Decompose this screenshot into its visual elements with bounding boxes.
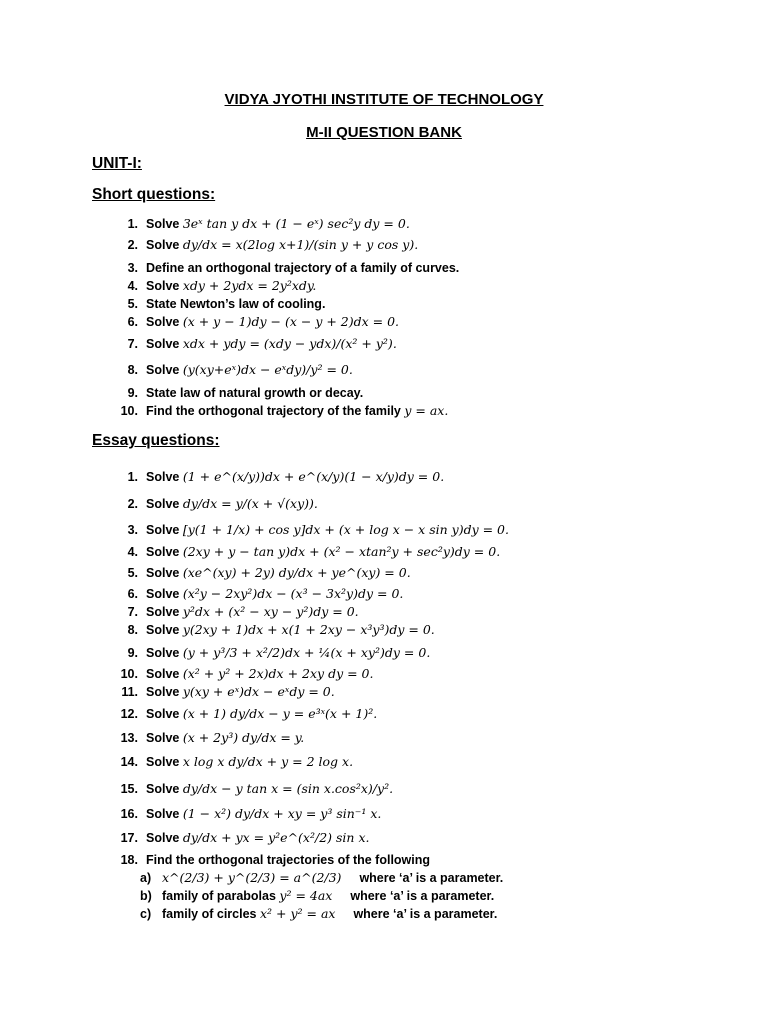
question-bank-title: M-II QUESTION BANK [306, 124, 462, 141]
list-item: 4. Solve xdy + 2ydx = 2y²xdy. [127, 278, 317, 293]
list-item: 9. Solve (y + y³/3 + x²/2)dx + ¼(x + xy²)dy = 0. [127, 645, 431, 660]
institute-title: VIDYA JYOTHI INSTITUTE OF TECHNOLOGY [224, 91, 544, 108]
list-item: 6. Solve (x + y − 1)dy − (x − y + 2)dx = 0. [127, 314, 400, 329]
list-item: 2. Solve dy/dx = x(2log x+1)/(sin y + y cos y). [127, 237, 419, 252]
list-item: 14. Solve x log x dy/dx + y = 2 log x. [120, 754, 354, 769]
unit-heading: UNIT-I: [92, 155, 142, 172]
list-item: c) family of circles x² + y² = ax where ‘a’ is a parameter. [140, 906, 498, 921]
list-item: 7. Solve y²dx + (x² − xy − y²)dy = 0. [127, 604, 359, 619]
list-item: 1. Solve 3eˣ tan y dx + (1 − eˣ) sec²y dy = 0. [127, 216, 410, 231]
list-item: 6. Solve (x²y − 2xy²)dx − (x³ − 3x²y)dy = 0. [127, 586, 404, 601]
list-item: 7. Solve xdx + ydy = (xdy − ydx)/(x² + y²). [127, 336, 397, 351]
list-item: 10. Find the orthogonal trajectory of the family y = ax. [120, 403, 449, 418]
list-item: 16. Solve (1 − x²) dy/dx + xy = y³ sin⁻¹ x. [120, 806, 382, 821]
list-item: 4. Solve (2xy + y − tan y)dx + (x² − xtan²y + sec²y)dy = 0. [127, 544, 501, 559]
list-item: 2. Solve dy/dx = y/(x + √(xy)). [127, 496, 318, 511]
list-item: 1. Solve (1 + e^(x/y))dx + e^(x/y)(1 − x/y)dy = 0. [127, 469, 445, 484]
list-item: 5. Solve (xe^(xy) + 2y) dy/dx + ye^(xy) = 0. [127, 565, 411, 580]
essay-questions-heading: Essay questions: [92, 432, 220, 449]
list-item: 5. State Newton’s law of cooling. [127, 297, 326, 311]
list-item: 9. State law of natural growth or decay. [127, 386, 364, 400]
list-item: 11. Solve y(xy + eˣ)dx − eˣdy = 0. [121, 684, 335, 699]
list-item: 12. Solve (x + 1) dy/dx − y = e³ˣ(x + 1)². [120, 706, 378, 721]
list-item: 8. Solve (y(xy+eˣ)dx − eˣdy)/y² = 0. [127, 362, 353, 377]
list-item: 3. Define an orthogonal trajectory of a family of curves. [127, 261, 460, 275]
list-item: 3. Solve [y(1 + 1/x) + cos y]dx + (x + log x − x sin y)dy = 0. [127, 522, 509, 537]
list-item: 8. Solve y(2xy + 1)dx + x(1 + 2xy − x³y³)dy = 0. [127, 622, 435, 637]
list-item: 17. Solve dy/dx + yx = y²e^(x²/2) sin x. [120, 830, 370, 845]
list-item: a) x^(2/3) + y^(2/3) = a^(2/3) where ‘a’ is a parameter. [140, 870, 504, 885]
short-questions-heading: Short questions: [92, 186, 216, 203]
list-item: b) family of parabolas y² = 4ax where ‘a’ is a parameter. [140, 888, 495, 903]
list-item: 13. Solve (x + 2y³) dy/dx = y. [120, 730, 305, 745]
list-item: 18. Find the orthogonal trajectories of the following [120, 853, 431, 867]
list-item: 10. Solve (x² + y² + 2x)dx + 2xy dy = 0. [120, 666, 374, 681]
list-item: 15. Solve dy/dx − y tan x = (sin x.cos²x)/y². [120, 781, 394, 796]
